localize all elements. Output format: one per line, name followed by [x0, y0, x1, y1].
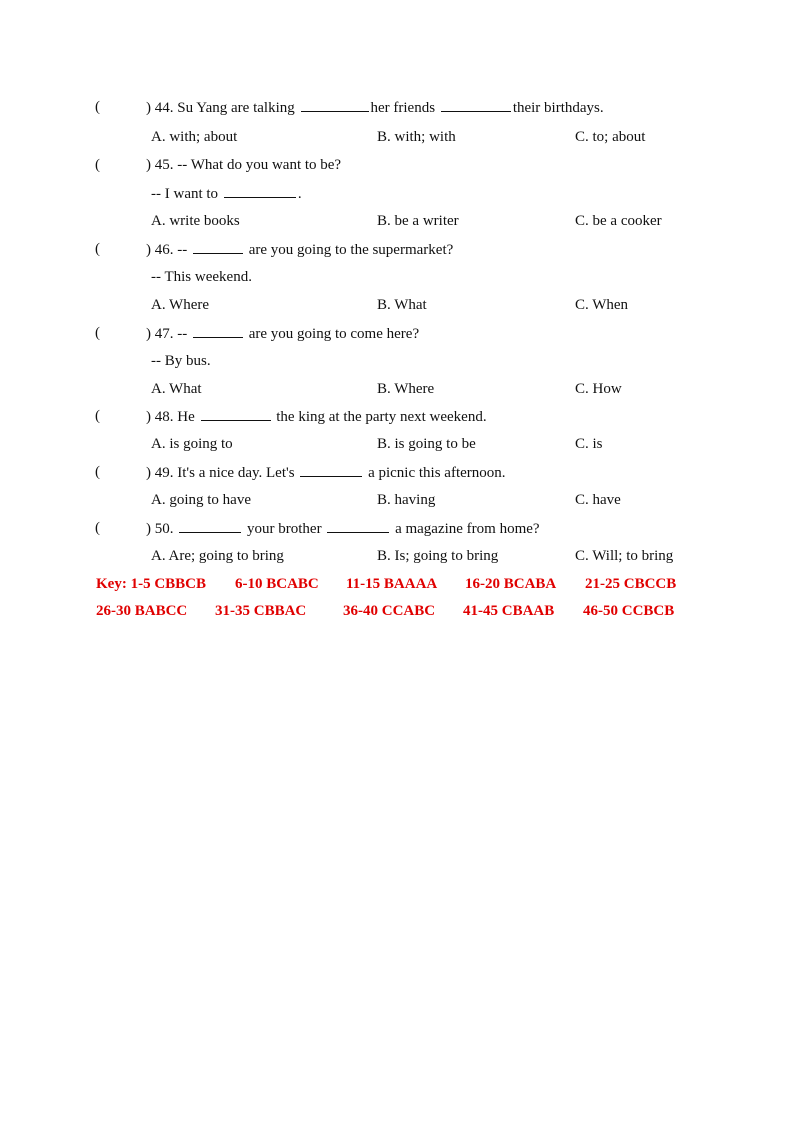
- reply-text: -- I want to: [151, 186, 222, 202]
- options-45: [0, 210, 800, 232]
- options-47: [0, 378, 800, 400]
- option-b[interactable]: B. What: [377, 297, 427, 313]
- answer-key-group: 31-35 CBBAC: [215, 603, 307, 619]
- answer-bracket[interactable]: (: [95, 408, 100, 424]
- options-44: [0, 126, 800, 148]
- answer-key-group: 46-50 CCBCB: [583, 603, 675, 619]
- answer-bracket[interactable]: (: [95, 99, 100, 115]
- question-text: ) 49. It's a nice day. Let's: [146, 465, 299, 481]
- option-a[interactable]: A. write books: [151, 213, 240, 229]
- option-b[interactable]: B. having: [377, 492, 436, 508]
- question-46: [0, 238, 800, 260]
- option-c[interactable]: C. to; about: [575, 129, 646, 145]
- reply-47: [0, 350, 800, 372]
- option-b[interactable]: B. with; with: [377, 129, 456, 145]
- option-c[interactable]: C. How: [575, 381, 622, 397]
- answer-bracket[interactable]: (: [95, 241, 100, 257]
- answer-blank[interactable]: [327, 517, 389, 533]
- question-44: [0, 96, 800, 118]
- answer-key-line-2: [0, 600, 800, 622]
- answer-blank[interactable]: [179, 517, 241, 533]
- answer-blank[interactable]: [193, 322, 243, 338]
- question-text: are you going to the supermarket?: [245, 242, 454, 258]
- question-text: are you going to come here?: [245, 326, 420, 342]
- reply-text: -- By bus.: [151, 353, 211, 369]
- answer-blank[interactable]: [193, 238, 243, 254]
- question-50: [0, 517, 800, 539]
- options-48: [0, 433, 800, 455]
- option-a[interactable]: A. with; about: [151, 129, 238, 145]
- reply-46: [0, 266, 800, 288]
- question-text: the king at the party next weekend.: [272, 409, 487, 425]
- question-text: their birthdays.: [512, 100, 604, 116]
- question-text: ) 47. --: [146, 326, 191, 342]
- option-b[interactable]: B. Is; going to bring: [377, 548, 499, 564]
- question-text: a picnic this afternoon.: [364, 465, 506, 481]
- answer-key-group: 26-30 BABCC: [96, 603, 188, 619]
- question-text: ) 44. Su Yang are talking: [146, 100, 299, 116]
- answer-key-group: 6-10 BCABC: [235, 576, 319, 592]
- answer-key-group: 21-25 CBCCB: [585, 576, 677, 592]
- option-b[interactable]: B. Where: [377, 381, 435, 397]
- option-c[interactable]: C. be a cooker: [575, 213, 662, 229]
- answer-key-group: 41-45 CBAAB: [463, 603, 555, 619]
- answer-key-group: Key: 1-5 CBBCB: [96, 576, 206, 592]
- options-50: [0, 545, 800, 567]
- reply-text: -- This weekend.: [151, 269, 252, 285]
- answer-blank[interactable]: [224, 182, 296, 198]
- option-c[interactable]: C. When: [575, 297, 629, 313]
- answer-blank[interactable]: [441, 96, 511, 112]
- answer-blank[interactable]: [300, 461, 362, 477]
- question-47: [0, 322, 800, 344]
- question-45: [0, 154, 800, 176]
- answer-bracket[interactable]: (: [95, 464, 100, 480]
- answer-key-line-1: [0, 573, 800, 595]
- option-a[interactable]: A. What: [151, 381, 202, 397]
- question-48: [0, 405, 800, 427]
- question-text: your brother: [243, 521, 326, 537]
- option-a[interactable]: A. going to have: [151, 492, 251, 508]
- options-46: [0, 294, 800, 316]
- answer-blank[interactable]: [201, 405, 271, 421]
- answer-bracket[interactable]: (: [95, 520, 100, 536]
- option-a[interactable]: A. Where: [151, 297, 210, 313]
- option-a[interactable]: A. is going to: [151, 436, 233, 452]
- question-text: ) 48. He: [146, 409, 199, 425]
- option-c[interactable]: C. have: [575, 492, 621, 508]
- option-a[interactable]: A. Are; going to bring: [151, 548, 284, 564]
- question-text: a magazine from home?: [391, 521, 540, 537]
- option-b[interactable]: B. is going to be: [377, 436, 476, 452]
- question-49: [0, 461, 800, 483]
- answer-key-group: 11-15 BAAAA: [346, 576, 438, 592]
- reply-45: [0, 182, 800, 204]
- reply-text: .: [297, 186, 302, 202]
- options-49: [0, 489, 800, 511]
- answer-bracket[interactable]: (: [95, 157, 100, 173]
- question-text: her friends: [370, 100, 439, 116]
- question-text: ) 46. --: [146, 242, 191, 258]
- question-text: ) 45. -- What do you want to be?: [146, 157, 342, 173]
- option-b[interactable]: B. be a writer: [377, 213, 459, 229]
- answer-bracket[interactable]: (: [95, 325, 100, 341]
- option-c[interactable]: C. Will; to bring: [575, 548, 674, 564]
- answer-blank[interactable]: [301, 96, 369, 112]
- answer-key-group: 16-20 BCABA: [465, 576, 557, 592]
- answer-key-group: 36-40 CCABC: [343, 603, 436, 619]
- question-text: ) 50.: [146, 521, 178, 537]
- option-c[interactable]: C. is: [575, 436, 603, 452]
